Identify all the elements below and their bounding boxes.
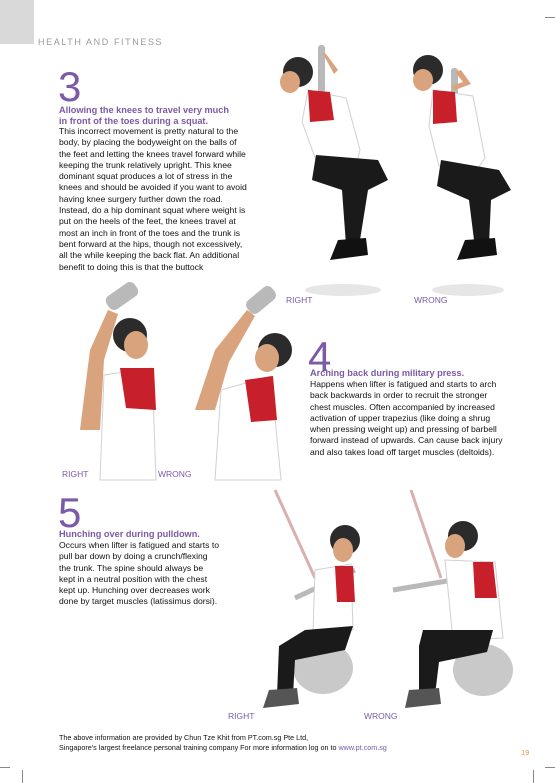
- tip-3-body-line: bent forward at the hips, though not excessively,: [59, 238, 243, 249]
- footer-credit: [59, 733, 387, 752]
- footer-website-link[interactable]: www.pt.com.sg: [338, 742, 387, 752]
- tip-3-number: 3: [58, 63, 82, 110]
- squat-right-photo: [268, 40, 398, 300]
- tip-3-body-line: the feet and letting the knees travel forward while: [59, 148, 246, 159]
- tip-5-body-line: the trunk. The spine should always be: [59, 562, 204, 573]
- tip-5-title: Hunching over during pulldown.: [59, 529, 200, 539]
- tip-3-body-line: Instead, do a hip dominant squat where weight is: [59, 205, 246, 216]
- tip-3-title-line: Allowing the knees to travel very much: [59, 105, 230, 115]
- tip-3-title: [59, 105, 229, 127]
- crop-mark: [533, 770, 534, 783]
- tip-4-title: Arching back during military press.: [310, 368, 465, 378]
- tip-5-number: 5: [58, 489, 82, 536]
- tip-3-right-label: RIGHT: [286, 295, 313, 305]
- pulldown-right-photo: [235, 490, 375, 710]
- tip-3-body-line: keeping the trunk relatively upright. This knee: [59, 159, 232, 170]
- tip-3-body-line: most an inch in front of the toes and the trunk is: [59, 227, 241, 238]
- tip-4-body-line: when pressing weight up) and pressing of barbell: [310, 424, 497, 435]
- pulldown-wrong-photo: [383, 490, 523, 710]
- tip-3-title-line: in front of the toes during a squat.: [59, 116, 209, 126]
- crop-mark: [545, 767, 555, 768]
- tip-4-right-label: RIGHT: [62, 469, 89, 479]
- tip-4-body-line: Happens when lifter is fatigued and starts to arch: [310, 379, 497, 389]
- tip-4-body: [310, 379, 504, 458]
- tip-4-wrong-label: WRONG: [158, 469, 192, 479]
- footer-line-text: Singapore's largest freelance personal training company For more information log on to: [59, 742, 339, 752]
- tip-5-body-line: done by target muscles (latissimus dorsi).: [59, 596, 218, 607]
- footer-line: The above information are provided by Chun Tze Khit from PT.com.sg Pte Ltd,: [59, 733, 309, 742]
- squat-wrong-photo: [403, 40, 523, 300]
- page-corner-tab: [0, 0, 34, 44]
- press-right-photo: [60, 280, 170, 480]
- tip-3-body: [59, 126, 266, 273]
- tip-5-body: [59, 540, 233, 608]
- page-number: 19: [521, 748, 530, 757]
- tip-4-number: 4: [308, 333, 332, 380]
- tip-5-body-line: kept up. Hunching over decreases work: [59, 585, 210, 596]
- section-header: HEALTH AND FITNESS: [38, 37, 164, 47]
- tip-4-body-line: activation of upper trapezius (like doing a shrug: [310, 412, 491, 423]
- tip-5-wrong-label: WRONG: [364, 711, 398, 721]
- tip-3-body-line: dominant squat produces a lot of stress in the: [59, 171, 233, 182]
- tip-3-body-line: having knee surgery further down the road.: [59, 193, 223, 204]
- tip-4-body-line: chest muscles. Often accompanied by increased: [310, 401, 495, 412]
- tip-3-wrong-label: WRONG: [414, 295, 448, 305]
- tip-4-body-line: and also takes load off target muscles (deltoids).: [310, 446, 495, 457]
- tip-5-right-label: RIGHT: [228, 711, 255, 721]
- tip-3-body-line: knees and should be avoided if you want to avoid: [59, 182, 247, 193]
- press-wrong-photo: [185, 280, 305, 480]
- tip-3-body-line: benefit to doing this is that the buttock: [59, 261, 204, 272]
- tip-3-body-line: put on the heels of the feet, the knees travel at: [59, 216, 236, 227]
- tip-5-body-line: Occurs when lifter is fatigued and starts to: [59, 540, 220, 550]
- tip-3-body-line: This incorrect movement is pretty natural to the: [59, 126, 239, 136]
- tip-5-body-line: pull bar down by doing a crunch/flexing: [59, 551, 208, 562]
- tip-4-body-line: forward instead of upwards. Can cause back injury: [310, 435, 503, 446]
- tip-5-body-line: kept in a neutral position with the chest: [59, 573, 208, 584]
- footer-line: [59, 743, 387, 753]
- crop-mark: [0, 767, 10, 768]
- tip-4-body-line: back backwards in order to recruit the stronger: [310, 390, 488, 401]
- crop-mark: [22, 770, 23, 783]
- crop-mark: [545, 17, 555, 18]
- tip-3-body-line: body, by placing the bodyweight on the balls of: [59, 137, 237, 148]
- tip-3-body-line: all the while keeping the back flat. An additional: [59, 250, 240, 261]
